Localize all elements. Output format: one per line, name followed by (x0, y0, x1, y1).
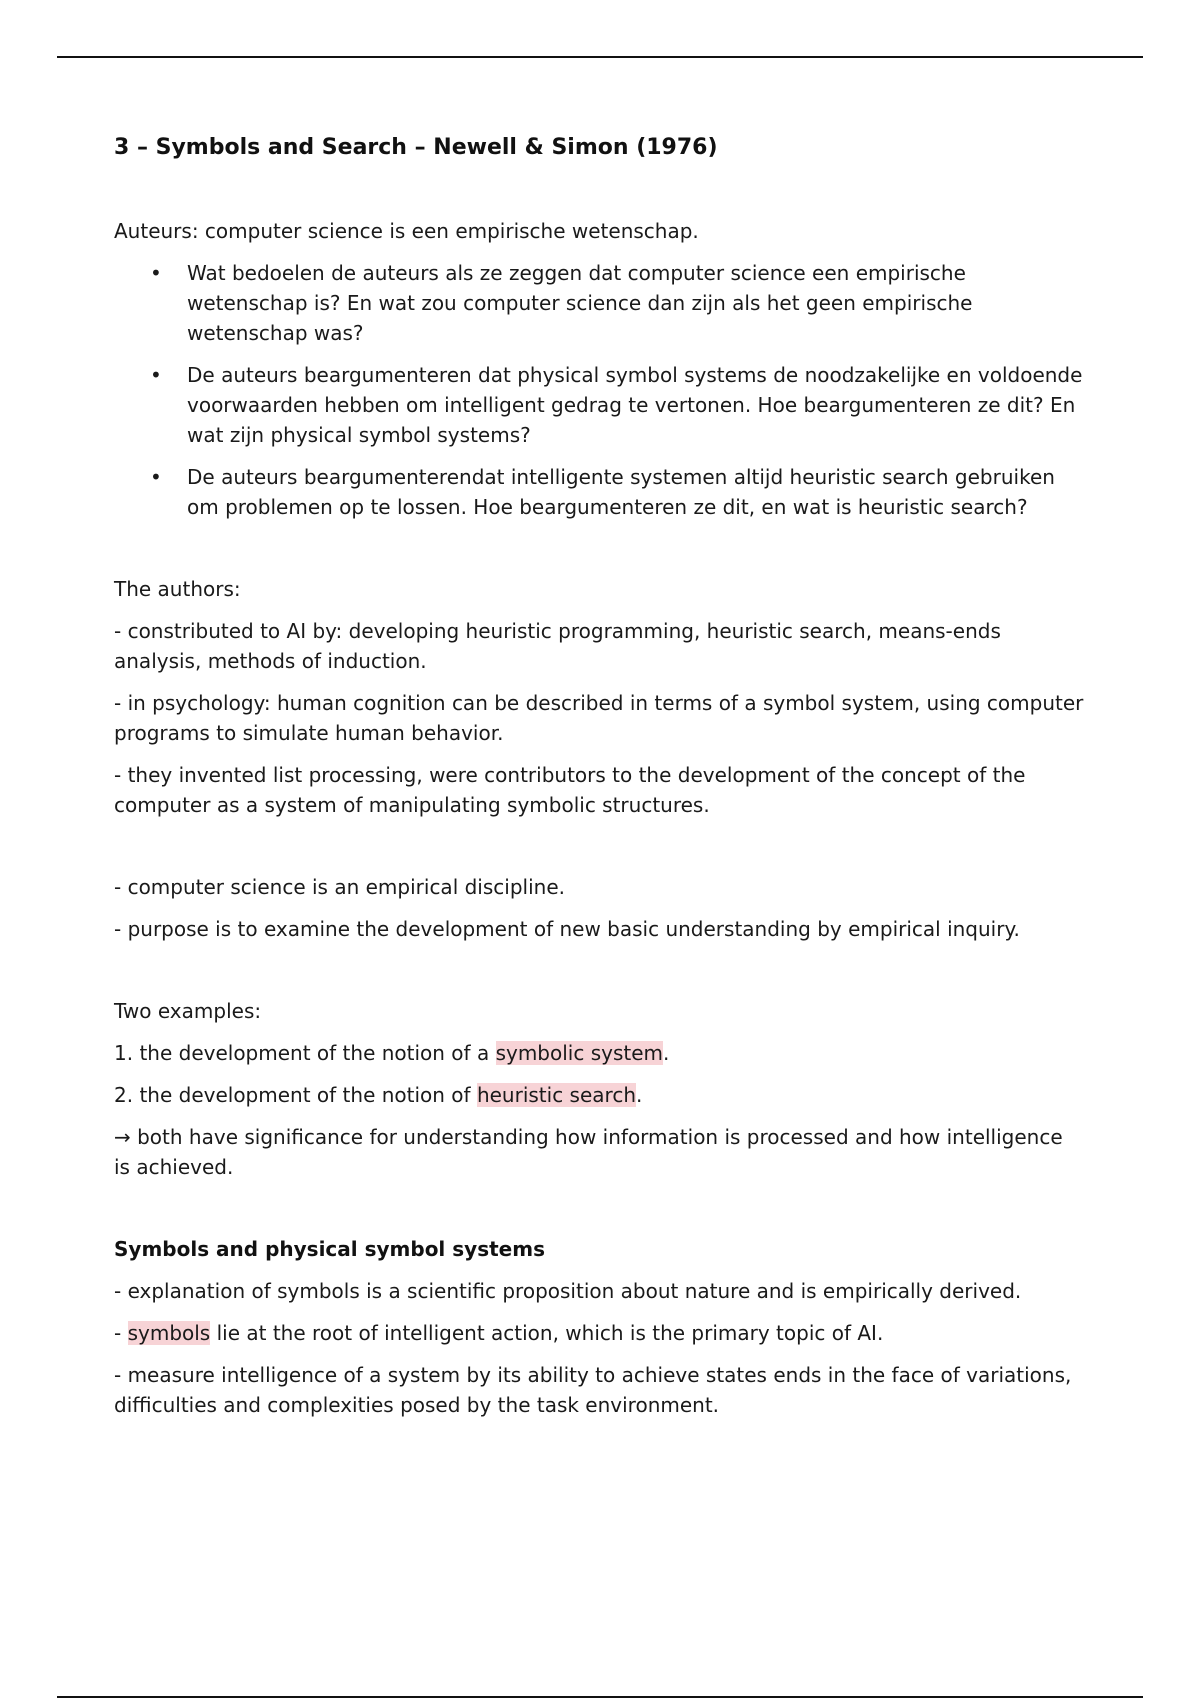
authors-item: - they invented list processing, were contributors to the development of the concept of the computer as a system of manipulating symbolic structures. (114, 763, 1026, 817)
symbols-line: - measure intelligence of a system by its ability to achieve states ends in the face of variations, difficulties and complexities posed by the task environment. (114, 1363, 1072, 1417)
question-text: Wat bedoelen de auteurs als ze zeggen dat computer science een empirische wetenschap is? En wat zou computer science dan zijn als het geen empirische wetenschap was? (187, 261, 973, 345)
question-list (114, 258, 1084, 522)
bullet-icon: • (150, 261, 162, 285)
highlight-symbolic-system: symbolic system (495, 1041, 664, 1065)
example-item-1 (114, 1038, 1084, 1068)
empirical-item: - purpose is to examine the development of new basic understanding by empirical inquiry. (114, 917, 1020, 941)
intro-text: Auteurs: computer science is een empirische wetenschap. (114, 219, 699, 243)
question-text: De auteurs beargumenterendat intelligente systemen altijd heuristic search gebruiken om problemen op te lossen. Hoe beargumenteren ze dit, en wat is heuristic search? (187, 465, 1055, 519)
example-text: 2. the development of the notion of (114, 1083, 477, 1107)
symbols-line: - explanation of symbols is a scientific proposition about nature and is empirically derived. (114, 1279, 1022, 1303)
question-item (114, 462, 1084, 522)
bottom-rule (57, 1696, 1143, 1698)
line-text: lie at the root of intelligent action, which is the primary topic of AI. (210, 1321, 884, 1345)
question-text: De auteurs beargumenteren dat physical symbol systems de noodzakelijke en voldoende voorwaarden hebben om intelligent gedrag te vertonen. Hoe beargumenteren ze dit? En wat zijn physical symbol systems? (187, 363, 1083, 447)
question-item (114, 360, 1084, 450)
line-prefix: - (114, 1321, 128, 1345)
highlight-heuristic-search: heuristic search (476, 1083, 636, 1107)
bullet-icon: • (150, 363, 162, 387)
authors-heading: The authors: (114, 577, 241, 601)
empirical-item: - computer science is an empirical discipline. (114, 875, 565, 899)
example-item-2 (114, 1080, 1084, 1110)
top-rule (57, 56, 1143, 58)
example-text: 1. the development of the notion of a (114, 1041, 496, 1065)
example-punct: . (663, 1041, 670, 1065)
symbols-line (114, 1318, 1084, 1348)
authors-item: - in psychology: human cognition can be described in terms of a symbol system, using computer programs to simulate human behavior. (114, 691, 1084, 745)
highlight-symbols: symbols (127, 1321, 211, 1345)
example-punct: . (636, 1083, 643, 1107)
question-item (114, 258, 1084, 348)
authors-item: - constributed to AI by: developing heuristic programming, heuristic search, means-ends analysis, methods of induction. (114, 619, 1001, 673)
bullet-icon: • (150, 465, 162, 489)
document-body (114, 132, 1084, 1432)
examples-heading: Two examples: (114, 999, 262, 1023)
page-title: 3 – Symbols and Search – Newell & Simon (1976) (114, 135, 718, 160)
section-heading: Symbols and physical symbol systems (114, 1237, 545, 1261)
examples-conclusion: → both have significance for understanding how information is processed and how intelligence is achieved. (114, 1125, 1063, 1179)
